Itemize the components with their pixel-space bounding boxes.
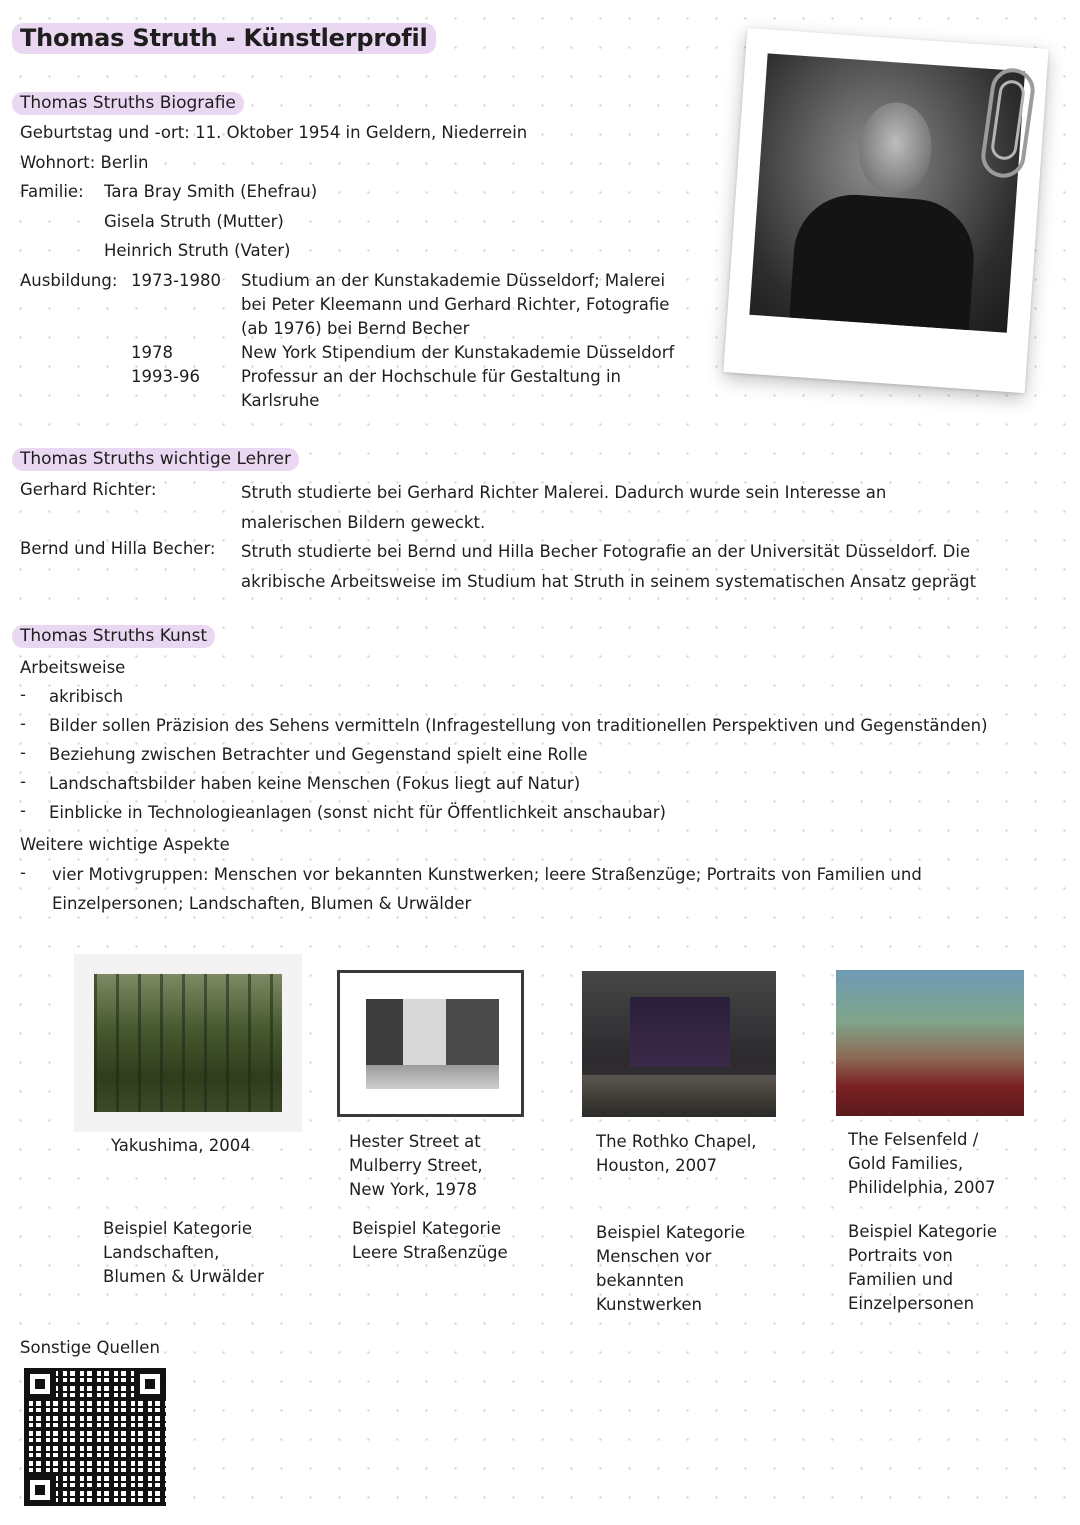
bullet-dash: - (20, 801, 26, 820)
residence-value: Berlin (100, 153, 149, 172)
aspects-label: Weitere wichtige Aspekte (20, 835, 230, 854)
portrait-photo (749, 53, 1025, 332)
education-year: 1978 (131, 343, 173, 362)
teacher-name: Bernd und Hilla Becher: (20, 539, 216, 558)
method-point: Bilder sollen Präzision des Sehens vermitteln (Infragestellung von traditionellen Perspektiven und Gegenständen) (49, 716, 988, 735)
artwork-image-rothko-chapel (582, 971, 776, 1116)
bullet-dash: - (20, 714, 26, 733)
bullet-dash: - (20, 863, 26, 882)
education-line: Professur an der Hochschule für Gestaltung in (241, 367, 622, 386)
bullet-dash: - (20, 685, 26, 704)
qr-code-icon[interactable] (24, 1368, 166, 1506)
birth-row (20, 121, 527, 145)
method-point: akribisch (49, 687, 124, 706)
education-label: Ausbildung: (20, 271, 118, 290)
method-point: Landschaftsbilder haben keine Menschen (Fokus liegt auf Natur) (49, 774, 581, 793)
artwork-image-hester-street (337, 970, 524, 1117)
family-label: Familie: (20, 182, 84, 201)
portrait-body (788, 191, 977, 333)
portrait-head (856, 100, 934, 195)
artwork-title: The Felsenfeld / Gold Families, Philidelphia, 2007 (848, 1130, 996, 1197)
section-heading-art: Thomas Struths Kunst (12, 626, 215, 646)
artwork-image-felsenfeld-gold (836, 970, 1024, 1116)
aspects-text-line: Einzelpersonen; Landschaften, Blumen & Urwälder (52, 894, 472, 913)
artwork-category: Beispiel Kategorie Leere Straßenzüge (352, 1219, 508, 1262)
artwork-title: Yakushima, 2004 (111, 1136, 251, 1155)
method-label: Arbeitsweise (20, 658, 126, 677)
teacher-text: Struth studierte bei Gerhard Richter Malerei. Dadurch wurde sein Interesse an malerischen Bildern geweckt. (241, 483, 887, 532)
page-title: Thomas Struth - Künstlerprofil (12, 24, 436, 52)
education-year: 1993-96 (131, 367, 200, 386)
family-member: Heinrich Struth (Vater) (104, 241, 291, 260)
artwork-category: Beispiel Kategorie Menschen vor bekannten Kunstwerken (596, 1223, 746, 1314)
education-line: (ab 1976) bei Bernd Becher (241, 319, 470, 338)
birth-label: Geburtstag und -ort: (20, 123, 190, 142)
education-line: New York Stipendium der Kunstakademie Düsseldorf (241, 343, 675, 362)
method-point: Einblicke in Technologieanlagen (sonst nicht für Öffentlichkeit anschaubar) (49, 803, 666, 822)
residence-row (20, 151, 148, 175)
artwork-title: Hester Street at Mulberry Street, New York, 1978 (349, 1132, 483, 1199)
education-line: Karlsruhe (241, 391, 320, 410)
chapel-painting (630, 997, 730, 1067)
sources-label: Sonstige Quellen (20, 1338, 160, 1357)
education-line: bei Peter Kleemann und Gerhard Richter, Fotografie (241, 295, 670, 314)
method-point: Beziehung zwischen Betrachter und Gegenstand spielt eine Rolle (49, 745, 588, 764)
artwork-image-yakushima (94, 974, 282, 1112)
residence-label: Wohnort: (20, 153, 96, 172)
section-heading-biography: Thomas Struths Biografie (12, 93, 244, 113)
artwork-category: Beispiel Kategorie Landschaften, Blumen & Urwälder (103, 1219, 264, 1286)
qr-finder-icon (24, 1368, 56, 1400)
family-member: Tara Bray Smith (Ehefrau) (104, 182, 318, 201)
education-year: 1973-1980 (131, 271, 221, 290)
qr-finder-icon (134, 1368, 166, 1400)
family-member: Gisela Struth (Mutter) (104, 212, 284, 231)
teacher-name: Gerhard Richter: (20, 480, 157, 499)
section-heading-teachers: Thomas Struths wichtige Lehrer (12, 449, 299, 469)
teacher-text: Struth studierte bei Bernd und Hilla Becher Fotografie an der Universität Düsseldorf. Die akribische Arbeitsweise im Studium hat Struth in seinem systematischen Ansatz geprägt (241, 542, 977, 591)
education-line: Studium an der Kunstakademie Düsseldorf; Malerei (241, 271, 666, 290)
artwork-category: Beispiel Kategorie Portraits von Familien und Einzelpersonen (848, 1222, 998, 1313)
birth-value: 11. Oktober 1954 in Geldern, Niederrein (195, 123, 528, 142)
bullet-dash: - (20, 743, 26, 762)
qr-finder-icon (24, 1474, 56, 1506)
chapel-floor (582, 1075, 776, 1117)
street-road (366, 1065, 499, 1089)
aspects-text-line: vier Motivgruppen: Menschen vor bekannten Kunstwerken; leere Straßenzüge; Portraits von Familien und (52, 865, 922, 884)
artwork-title: The Rothko Chapel, Houston, 2007 (596, 1132, 757, 1175)
bullet-dash: - (20, 772, 26, 791)
